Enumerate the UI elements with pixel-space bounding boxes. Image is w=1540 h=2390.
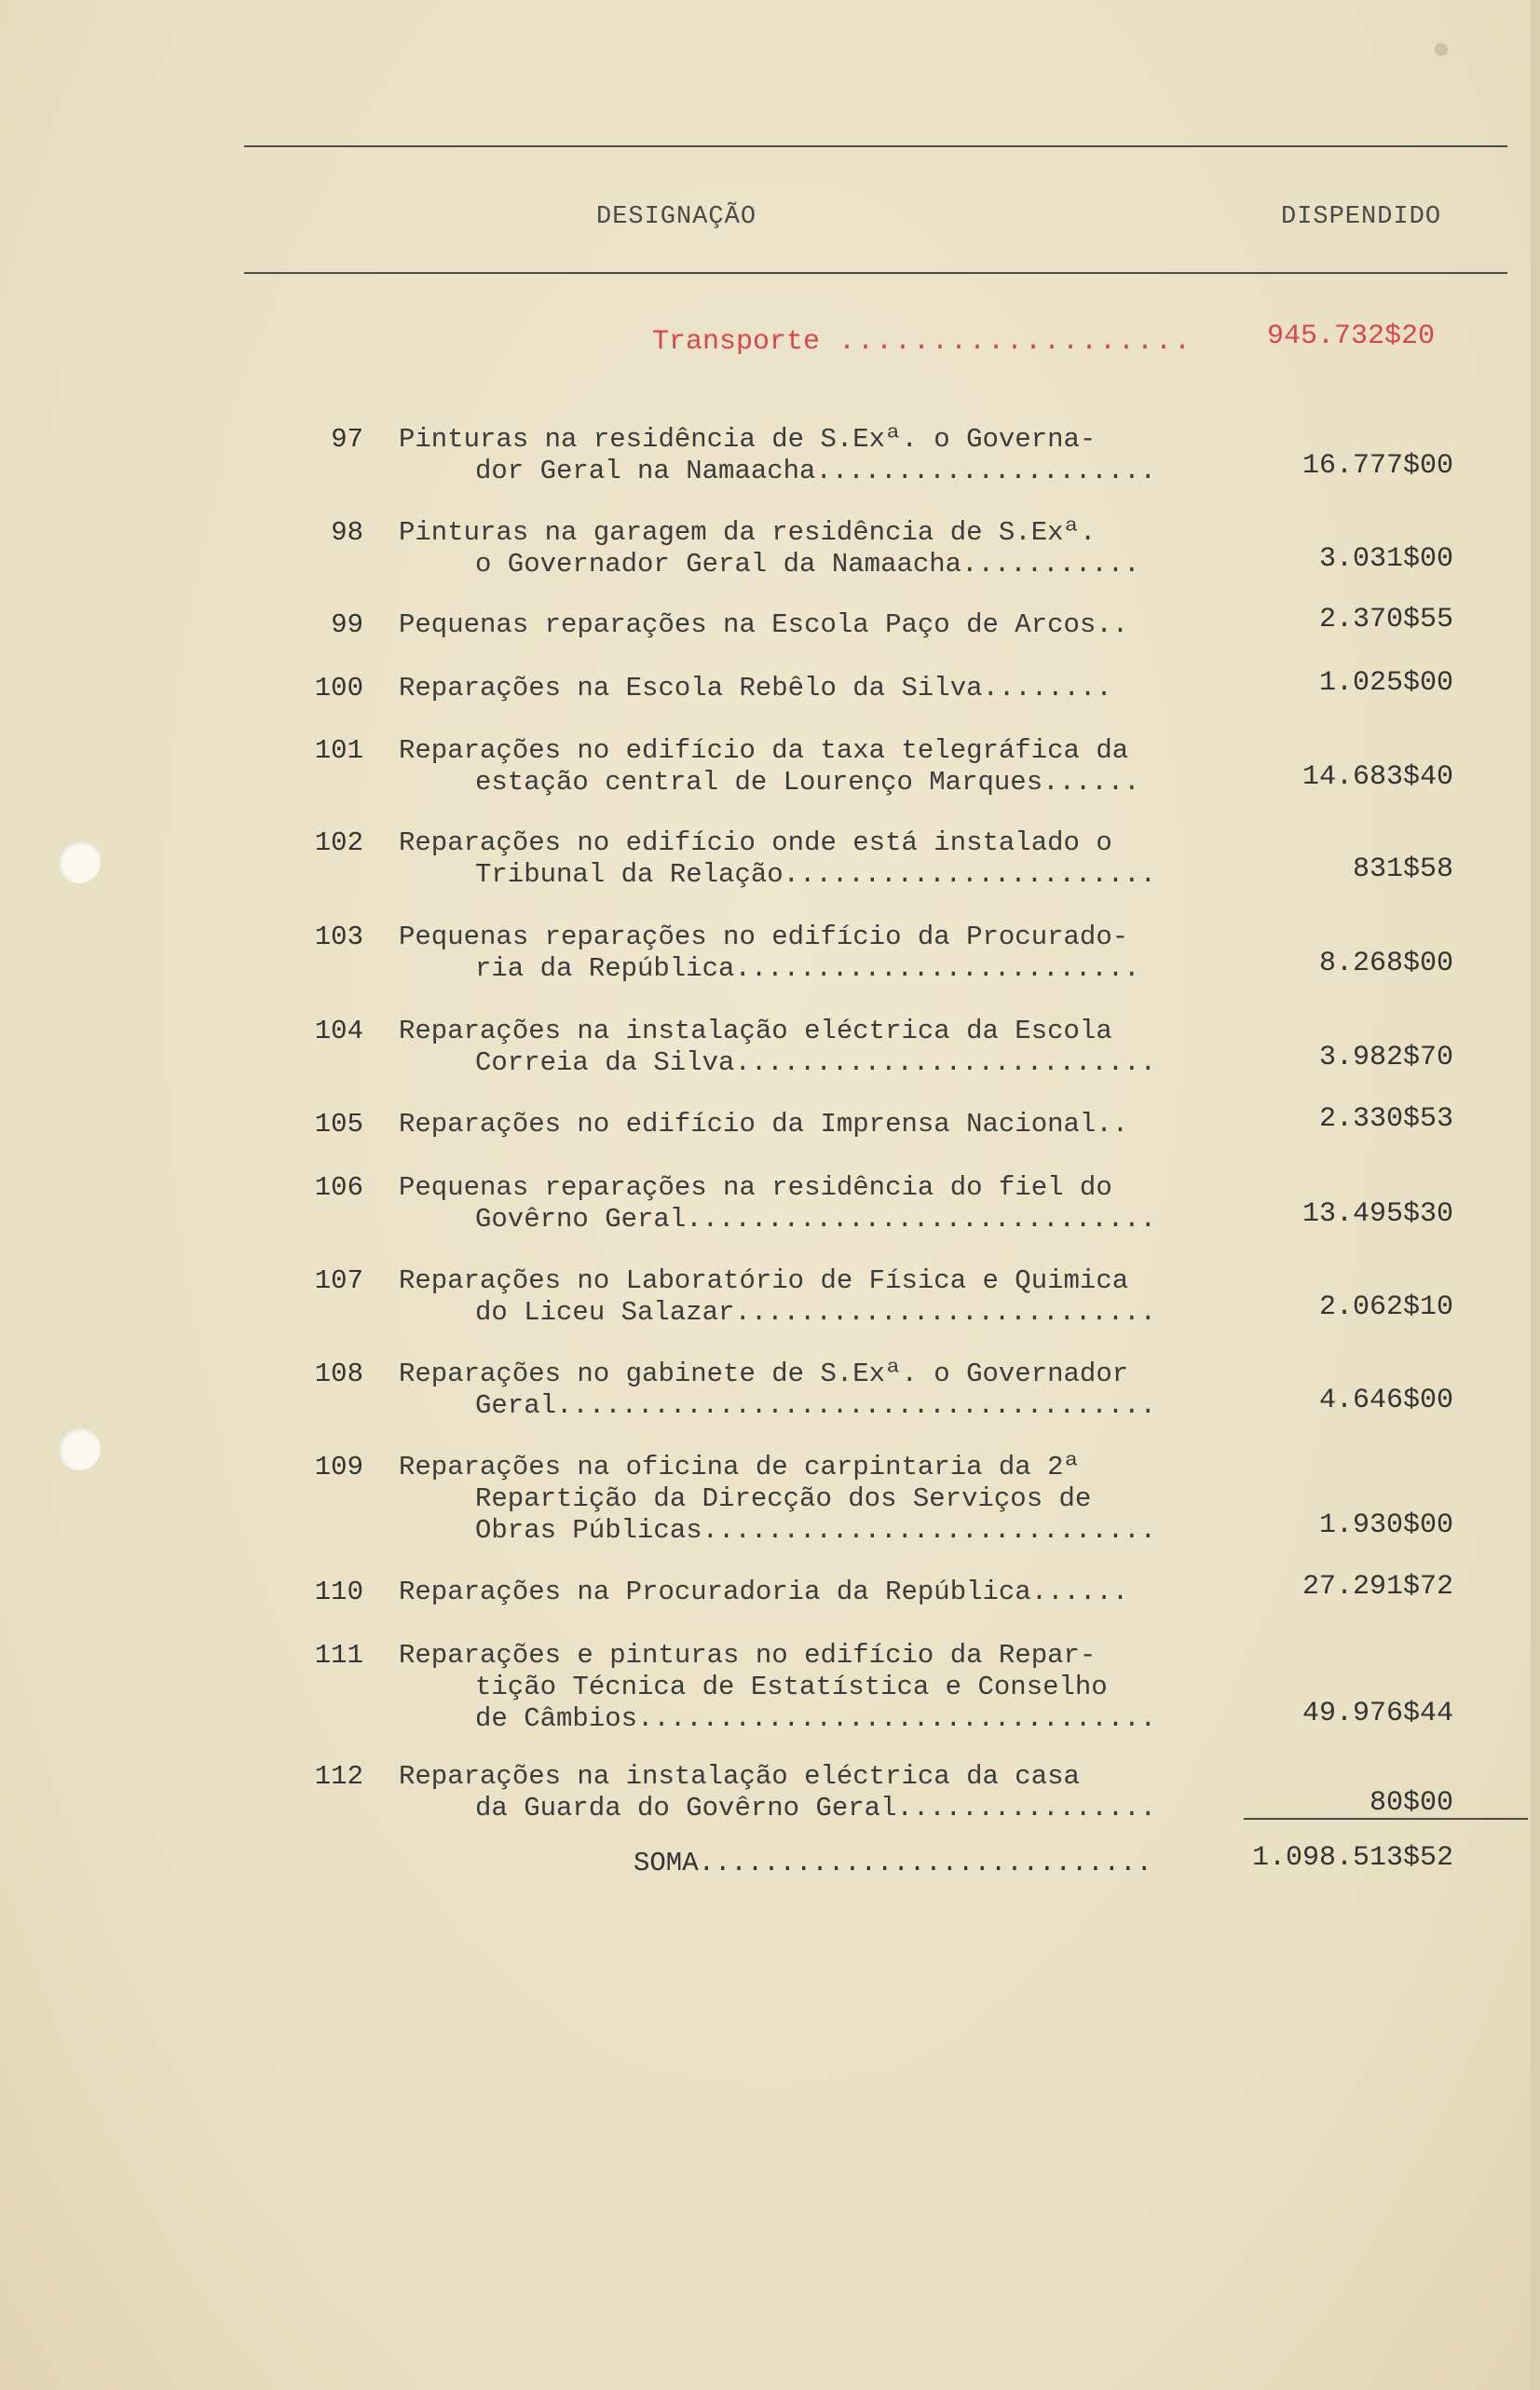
entry-number: 104 bbox=[314, 1016, 363, 1046]
entry-description bbox=[399, 1109, 1237, 1140]
transport-dots: ................... bbox=[838, 326, 1193, 358]
description-line: Reparações na oficina de carpintaria da 2ª bbox=[399, 1452, 1080, 1482]
description-line: Pequenas reparações no edifício da Procurado- bbox=[399, 922, 1129, 952]
description-line: Reparações na instalação eléctrica da casa bbox=[399, 1761, 1080, 1792]
entry-amount: 49.976$44 bbox=[1302, 1698, 1453, 1729]
entry-description bbox=[399, 1265, 1237, 1329]
entry-number: 97 bbox=[331, 424, 363, 455]
sum-rule bbox=[1244, 1818, 1528, 1820]
entry-number: 111 bbox=[314, 1640, 363, 1671]
entry-amount: 2.370$55 bbox=[1318, 604, 1453, 635]
entry-description bbox=[399, 517, 1237, 580]
transport-row bbox=[652, 321, 1435, 363]
total-value: 1.098.513$52 bbox=[1251, 1842, 1453, 1874]
description-line: Correia da Silva.......................... bbox=[475, 1047, 1156, 1078]
description-line: o Governador Geral da Namaacha........... bbox=[475, 549, 1140, 580]
entry-amount: 13.495$30 bbox=[1302, 1198, 1453, 1230]
description-line: Pinturas na residência de S.Exª. o Governa- bbox=[399, 424, 1097, 455]
entry-amount: 8.268$00 bbox=[1318, 948, 1453, 979]
entry-number: 100 bbox=[314, 673, 363, 703]
description-line: Pequenas reparações na Escola Paço de Arcos.. bbox=[399, 609, 1129, 640]
description-line: Govêrno Geral............................. bbox=[475, 1204, 1156, 1235]
entry-number: 112 bbox=[314, 1761, 363, 1792]
entry-description bbox=[399, 673, 1237, 704]
entry-amount: 3.031$00 bbox=[1318, 543, 1453, 575]
description-line: Reparações e pinturas no edifício da Repar- bbox=[399, 1640, 1097, 1671]
entry-amount: 27.291$72 bbox=[1302, 1571, 1453, 1603]
entry-description bbox=[399, 1640, 1237, 1735]
description-line: Reparações no edifício da Imprensa Nacional.. bbox=[399, 1109, 1129, 1140]
entry-description bbox=[399, 424, 1237, 487]
description-line: dor Geral na Namaacha..................... bbox=[475, 456, 1156, 486]
entry-amount: 831$58 bbox=[1352, 854, 1453, 885]
entry-number: 102 bbox=[314, 827, 363, 858]
transport-value: 945.732$20 bbox=[1266, 321, 1435, 352]
description-line: Reparações no edifício da taxa telegráfica da bbox=[399, 735, 1129, 766]
entry-amount: 80$00 bbox=[1369, 1787, 1453, 1819]
description-line: do Liceu Salazar.......................... bbox=[475, 1297, 1156, 1328]
description-line: estação central de Lourenço Marques...... bbox=[475, 767, 1140, 798]
entry-description bbox=[399, 1761, 1237, 1824]
column-header-spent: DISPENDIDO bbox=[1281, 203, 1442, 231]
entry-description bbox=[399, 1452, 1237, 1547]
entry-amount: 14.683$40 bbox=[1302, 761, 1453, 793]
description-line: Pequenas reparações na residência do fiel do bbox=[399, 1172, 1112, 1203]
entry-number: 98 bbox=[331, 517, 363, 548]
entry-description bbox=[399, 1577, 1237, 1608]
description-line: Reparações na instalação eléctrica da Escola bbox=[399, 1016, 1112, 1046]
entry-number: 106 bbox=[314, 1172, 363, 1203]
header-bottom-rule bbox=[244, 272, 1507, 274]
description-line: Geral..................................... bbox=[475, 1390, 1156, 1421]
total-label: SOMA............................ bbox=[634, 1848, 1152, 1878]
description-line: de Câmbios................................ bbox=[475, 1703, 1156, 1734]
entry-number: 101 bbox=[314, 735, 363, 766]
entry-description bbox=[399, 735, 1237, 799]
description-line: Reparações no Laboratório de Física e Quimica bbox=[399, 1265, 1129, 1296]
entry-amount: 1.025$00 bbox=[1318, 667, 1453, 699]
entry-amount: 4.646$00 bbox=[1318, 1385, 1453, 1416]
entry-description bbox=[399, 1172, 1237, 1236]
description-line: tição Técnica de Estatística e Conselho bbox=[475, 1672, 1108, 1702]
top-rule bbox=[244, 145, 1507, 147]
entry-number: 99 bbox=[331, 609, 363, 640]
page-edge bbox=[1531, 0, 1540, 2390]
entry-amount: 3.982$70 bbox=[1318, 1042, 1453, 1073]
entry-amount: 2.330$53 bbox=[1318, 1103, 1453, 1135]
stain-mark bbox=[1435, 43, 1448, 56]
entry-description bbox=[399, 609, 1237, 641]
description-line: Pinturas na garagem da residência de S.Exª. bbox=[399, 517, 1097, 548]
entry-description bbox=[399, 827, 1237, 891]
entry-number: 110 bbox=[314, 1577, 363, 1607]
entry-amount: 1.930$00 bbox=[1318, 1509, 1453, 1541]
entry-description bbox=[399, 1359, 1237, 1422]
description-line: Tribunal da Relação....................... bbox=[475, 859, 1156, 890]
entry-amount: 2.062$10 bbox=[1318, 1291, 1453, 1323]
description-line: ria da República......................... bbox=[475, 953, 1140, 984]
description-line: Repartição da Direcção dos Serviços de bbox=[475, 1483, 1092, 1514]
description-line: da Guarda do Govêrno Geral................ bbox=[475, 1793, 1156, 1823]
description-line: Reparações no gabinete de S.Exª. o Governador bbox=[399, 1359, 1129, 1389]
entry-number: 108 bbox=[314, 1359, 363, 1389]
entry-number: 107 bbox=[314, 1265, 363, 1296]
punch-hole-top bbox=[58, 840, 101, 883]
description-line: Reparações no edifício onde está instalado o bbox=[399, 827, 1112, 858]
column-header-designation: DESIGNAÇÃO bbox=[596, 203, 757, 231]
description-line: Obras Públicas............................ bbox=[475, 1515, 1156, 1546]
entry-description bbox=[399, 922, 1237, 985]
punch-hole-bottom bbox=[58, 1427, 101, 1470]
description-line: Reparações na Escola Rebêlo da Silva........ bbox=[399, 673, 1112, 703]
transport-label: Transporte bbox=[652, 326, 821, 358]
entry-number: 109 bbox=[314, 1452, 363, 1482]
description-line: Reparações na Procuradoria da República...... bbox=[399, 1577, 1129, 1607]
entry-description bbox=[399, 1016, 1237, 1079]
entry-number: 103 bbox=[314, 922, 363, 952]
entry-amount: 16.777$00 bbox=[1302, 450, 1453, 482]
entry-number: 105 bbox=[314, 1109, 363, 1140]
